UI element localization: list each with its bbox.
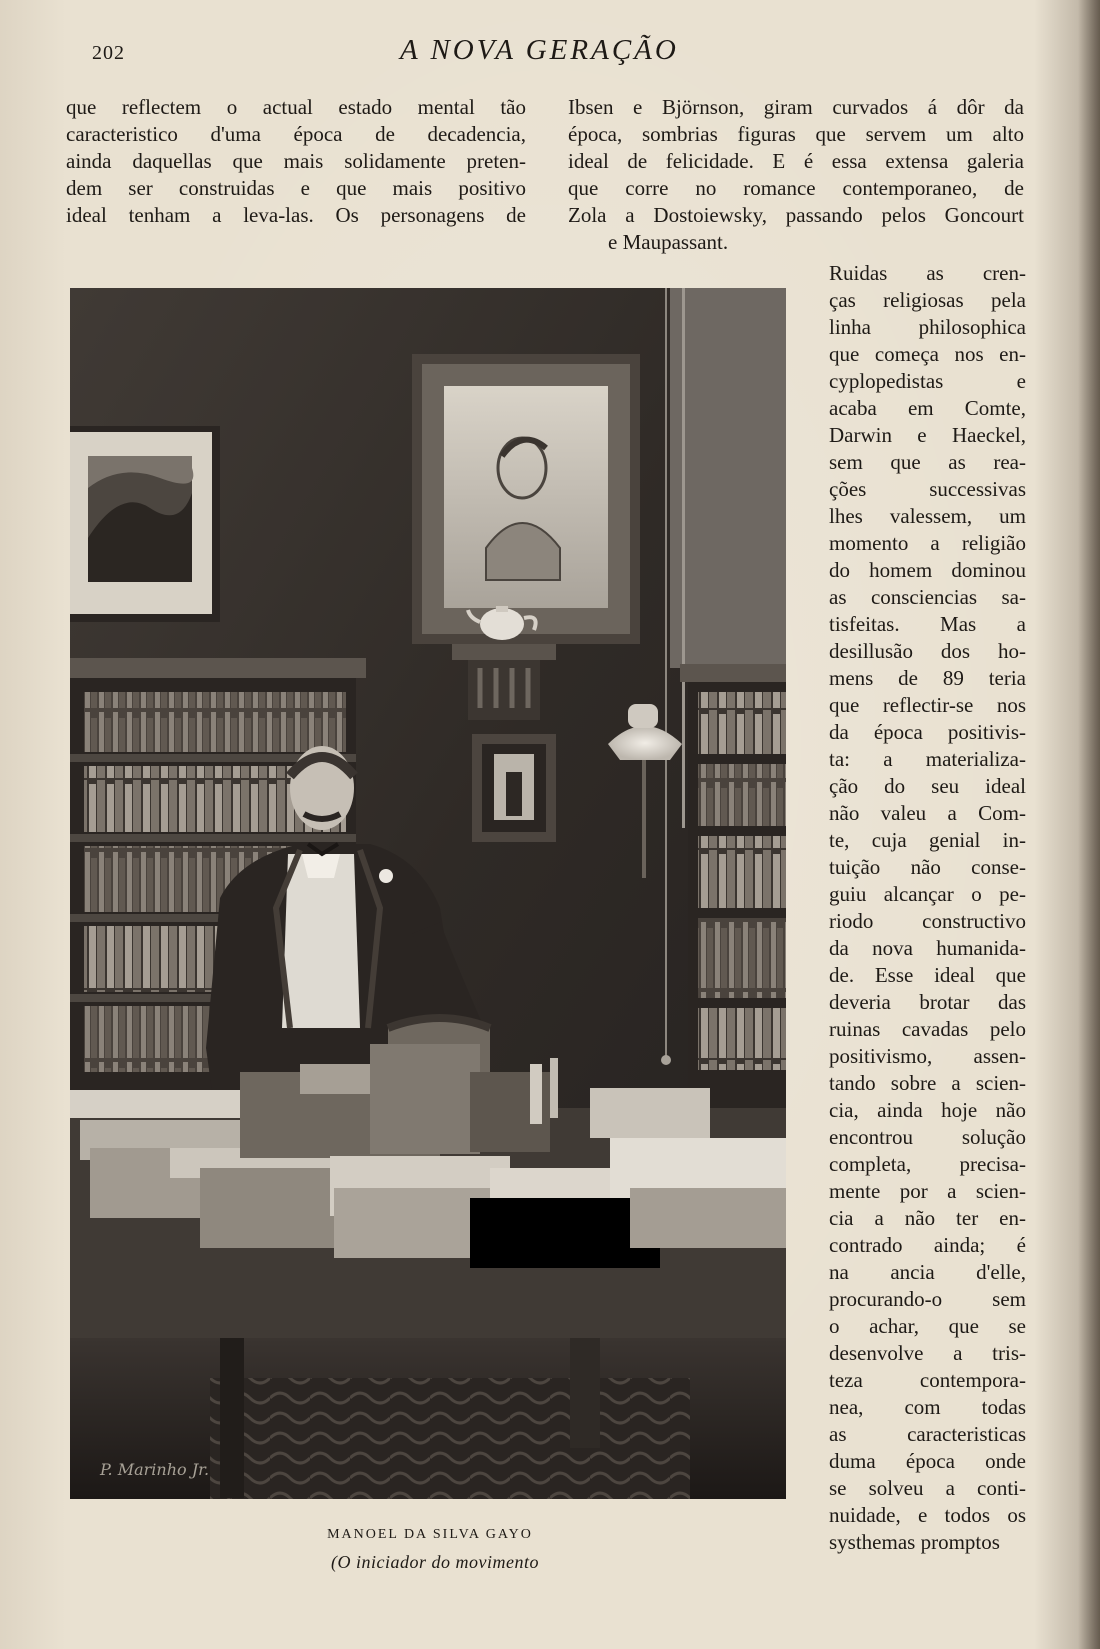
text-line: lhes valessem, um: [829, 504, 1026, 528]
text-line: nuidade, e todos os: [829, 1503, 1026, 1527]
text-line: positivismo, assen-: [829, 1044, 1026, 1068]
left-text-column: [66, 94, 526, 229]
text-line: ruinas cavadas pelo: [829, 1017, 1026, 1041]
text-line: sem que as rea-: [829, 450, 1026, 474]
text-line: linha philosophica: [829, 315, 1026, 339]
text-line: as consciencias sa-: [829, 585, 1026, 609]
text-line: deveria brotar das: [829, 990, 1026, 1014]
text-line: tisfeitas. Mas a: [829, 612, 1026, 636]
text-line: Darwin e Haeckel,: [829, 423, 1026, 447]
text-line: acaba em Comte,: [829, 396, 1026, 420]
text-line: riodo constructivo: [829, 909, 1026, 933]
text-line: se solveu a conti-: [829, 1476, 1026, 1500]
text-line: o achar, que se: [829, 1314, 1026, 1338]
text-line: ções successivas: [829, 477, 1026, 501]
text-line: da época positivis-: [829, 720, 1026, 744]
page-edge-shadow: [1078, 0, 1100, 1649]
text-line: procurando-o sem: [829, 1287, 1026, 1311]
photo-caption-name: MANOEL DA SILVA GAYO: [327, 1527, 533, 1542]
text-line: cia, ainda hoje não: [829, 1098, 1026, 1122]
text-line: as caracteristicas: [829, 1422, 1026, 1446]
text-line: não valeu a Com-: [829, 801, 1026, 825]
text-line: que corre no romance contemporaneo, de: [568, 176, 1024, 200]
text-line: mens de 89 teria: [829, 666, 1026, 690]
photo-caption-subtitle: (O iniciador do movimento: [331, 1552, 539, 1572]
right-text-column-narrow: [829, 260, 1026, 1556]
right-text-column-top: [568, 94, 1024, 256]
page-number: 202: [92, 42, 125, 64]
text-line: e Maupassant.: [608, 230, 729, 254]
text-line: cyplopedistas e: [829, 369, 1026, 393]
text-line: encontrou solução: [829, 1125, 1026, 1149]
text-line: época, sombrias figuras que servem um alto: [568, 122, 1024, 146]
text-line: completa, precisa-: [829, 1152, 1026, 1176]
text-line: ta: a materializa-: [829, 747, 1026, 771]
small-photo-frame: [472, 734, 556, 842]
landscape-painting: [70, 426, 220, 622]
text-line: Zola a Dostoiewsky, passando pelos Goncourt: [568, 203, 1024, 227]
text-line: Ruidas as cren-: [829, 261, 1026, 285]
text-line: ideal tenham a leva-las. Os personagens de: [66, 203, 526, 227]
text-line: na ancia d'elle,: [829, 1260, 1026, 1284]
text-line: da nova humanida-: [829, 936, 1026, 960]
text-line: duma época onde: [829, 1449, 1026, 1473]
running-title: A NOVA GERAÇÃO: [400, 34, 679, 66]
text-line: desenvolve a tris-: [829, 1341, 1026, 1365]
text-line: que reflectem o actual estado mental tão: [66, 95, 526, 119]
text-line: tando sobre a scien-: [829, 1071, 1026, 1095]
text-line: systhemas promptos: [829, 1530, 1000, 1554]
text-line: caracteristico d'uma época de decadencia,: [66, 122, 526, 146]
text-line: mente por a scien-: [829, 1179, 1026, 1203]
text-line: tuição não conse-: [829, 855, 1026, 879]
text-line: te, cuja genial in-: [829, 828, 1026, 852]
text-line: que começa nos en-: [829, 342, 1026, 366]
text-line: ção do seu ideal: [829, 774, 1026, 798]
text-line: dem ser construidas e que mais positivo: [66, 176, 526, 200]
text-line: Ibsen e Björnson, giram curvados á dôr da: [568, 95, 1024, 119]
text-line: teza contempora-: [829, 1368, 1026, 1392]
text-line: contrado ainda; é: [829, 1233, 1026, 1257]
text-line: guiu alcançar o pe-: [829, 882, 1026, 906]
portrait-photograph: [70, 288, 786, 1499]
text-line: que reflectir-se nos: [829, 693, 1026, 717]
text-line: ainda daquellas que mais solidamente preten-: [66, 149, 526, 173]
text-line: nea, com todas: [829, 1395, 1026, 1419]
text-line: ças religiosas pela: [829, 288, 1026, 312]
photographer-signature: P. Marinho Jr.: [100, 1460, 210, 1479]
text-line: desillusão dos ho-: [829, 639, 1026, 663]
text-line: ideal de felicidade. E é essa extensa galeria: [568, 149, 1024, 173]
text-line: do homem dominou: [829, 558, 1026, 582]
text-line: momento a religião: [829, 531, 1026, 555]
text-line: de. Esse ideal que: [829, 963, 1026, 987]
portrait-frame: [412, 354, 640, 644]
text-line: cia a não ter en-: [829, 1206, 1026, 1230]
